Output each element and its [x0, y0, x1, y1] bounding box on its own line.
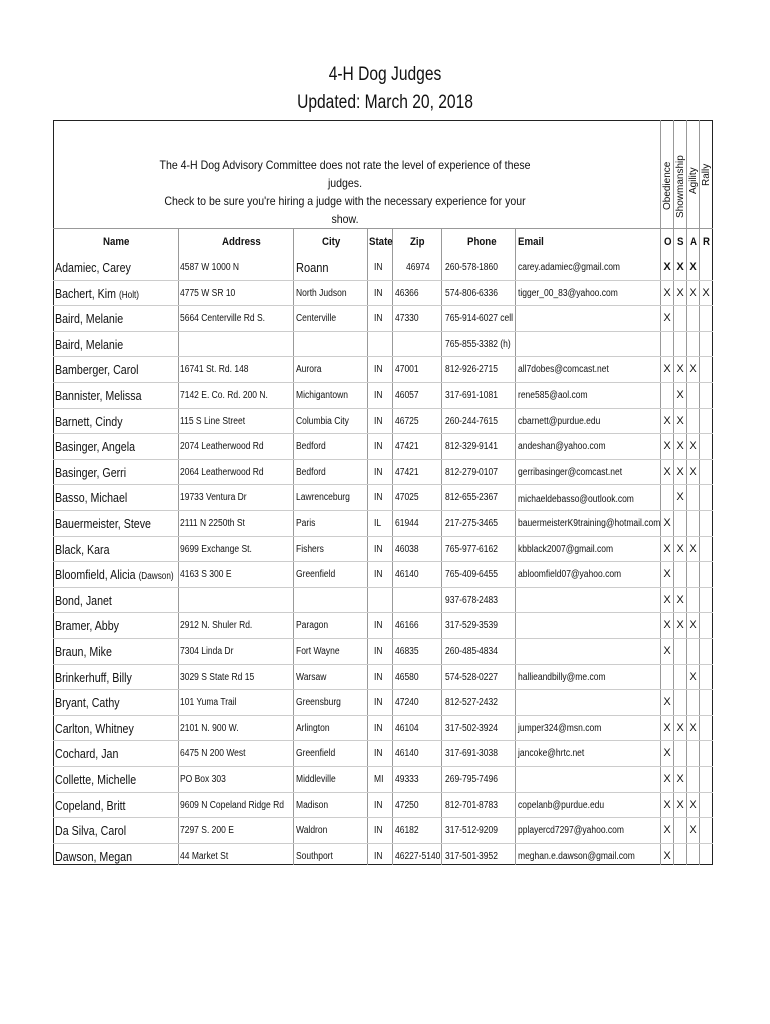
state-cell: IN: [374, 287, 383, 299]
city-cell: Bedford: [296, 466, 326, 478]
row-divider: [53, 459, 713, 460]
city-cell: Michigantown: [296, 390, 348, 401]
obedience-mark: X: [663, 517, 671, 529]
judge-name: [55, 644, 112, 659]
showmanship-mark: X: [676, 286, 684, 299]
table-row: [53, 408, 713, 434]
zip-cell: 47025: [395, 492, 419, 504]
obedience-mark: X: [663, 440, 671, 453]
zip-cell: 49333: [395, 774, 419, 785]
obedience-mark: X: [663, 286, 671, 299]
category-obedience: Obedience: [662, 161, 673, 210]
table-row: [53, 484, 713, 510]
showmanship-mark: X: [676, 440, 684, 453]
note-line-1: The 4-H Dog Advisory Committee does not rate the level of experience of these judges.: [159, 158, 531, 190]
judge-name-text: Bauermeister, Steve: [55, 516, 151, 531]
judge-name: [55, 388, 142, 403]
address-cell: 2111 N 2250th St: [180, 518, 245, 529]
address-cell: 16741 St. Rd. 148: [180, 364, 249, 376]
email-link[interactable]: tigger_00_83@yahoo.com: [518, 287, 618, 299]
table-row: [53, 356, 713, 382]
showmanship-mark: X: [676, 798, 684, 811]
agility-mark: X: [689, 363, 697, 376]
state-cell: IN: [374, 799, 383, 811]
rally-mark: X: [702, 286, 710, 299]
note-line-2: Check to be sure you're hiring a judge with the necessary experience for your show.: [164, 194, 526, 226]
judge-name-text: Braun, Mike: [55, 644, 112, 659]
judge-name: [55, 721, 134, 736]
header-city: City: [322, 236, 341, 248]
state-cell: IN: [374, 748, 383, 760]
address-cell: 6475 N 200 West: [180, 748, 246, 760]
obedience-mark: X: [663, 619, 671, 632]
judge-name-text: Da Silva, Carol: [55, 823, 127, 839]
row-divider: [53, 561, 713, 562]
judge-name: [55, 695, 120, 710]
judge-name-text: Carlton, Whitney: [55, 720, 134, 736]
state-cell: IN: [374, 390, 383, 401]
address-cell: 44 Market St: [180, 850, 229, 862]
row-divider: [53, 638, 713, 639]
zip-cell: 46974: [406, 262, 430, 273]
table-row: [53, 305, 713, 331]
phone-cell: 260-485-4834: [445, 646, 498, 657]
email-link[interactable]: rene585@aol.com: [518, 390, 588, 401]
table-row: [53, 843, 713, 869]
zip-cell: 47330: [395, 313, 419, 325]
judge-name: [55, 618, 119, 633]
showmanship-mark: X: [676, 619, 684, 632]
judge-name: [55, 593, 112, 608]
showmanship-mark: X: [676, 363, 684, 376]
agility-mark: X: [689, 440, 697, 453]
state-cell: IN: [374, 671, 383, 683]
agility-mark: X: [689, 286, 697, 299]
row-divider: [53, 715, 713, 716]
state-cell: IN: [374, 697, 383, 709]
row-divider: [53, 433, 713, 434]
row-divider: [53, 536, 713, 537]
address-cell: 101 Yuma Trail: [180, 697, 237, 709]
email-link[interactable]: andeshan@yahoo.com: [518, 441, 606, 453]
row-divider: [53, 689, 713, 690]
table-row: [53, 587, 713, 613]
phone-cell: 765-409-6455: [445, 569, 498, 581]
judge-name-text: Adamiec, Carey: [55, 260, 131, 275]
city-cell: Warsaw: [296, 671, 327, 683]
city-cell: Greensburg: [296, 697, 341, 709]
address-cell: 7304 Linda Dr: [180, 646, 234, 657]
judge-name-text: Dawson, Megan: [55, 848, 133, 864]
showmanship-mark: X: [676, 721, 684, 734]
city-cell: Arlington: [296, 722, 330, 734]
city-cell: Fort Wayne: [296, 646, 340, 657]
judge-name: [55, 362, 139, 377]
table-row: [53, 612, 713, 638]
judge-name-text: Baird, Melanie: [55, 311, 124, 327]
obedience-mark: X: [663, 824, 671, 837]
row-divider: [53, 510, 713, 511]
header-zip: Zip: [410, 236, 425, 248]
header-s: S: [677, 236, 684, 248]
row-divider: [53, 356, 713, 357]
obedience-mark: X: [663, 312, 671, 325]
city-cell: Greenfield: [296, 569, 336, 581]
row-divider: [53, 280, 713, 281]
judge-name-text: Basso, Michael: [55, 490, 128, 506]
obedience-mark: X: [663, 593, 671, 606]
category-rally: Rally: [701, 163, 712, 186]
agility-mark: X: [689, 542, 697, 555]
judge-name: [55, 542, 110, 557]
row-divider: [53, 484, 713, 485]
phone-cell: 812-329-9141: [445, 441, 498, 453]
email-link[interactable]: gerribasinger@comcast.net: [518, 466, 623, 478]
email-link[interactable]: abloomfield07@yahoo.com: [518, 569, 622, 581]
email-link[interactable]: jancoke@hrtc.net: [518, 748, 585, 760]
city-cell: Southport: [296, 850, 333, 862]
showmanship-mark: X: [676, 491, 684, 504]
judge-name-text: Basinger, Angela: [55, 439, 136, 455]
address-cell: 2074 Leatherwood Rd: [180, 441, 264, 453]
phone-cell: 217-275-3465: [445, 518, 498, 529]
phone-cell: 260-244-7615: [445, 415, 498, 427]
judge-name-text: Basinger, Gerri: [55, 464, 127, 480]
email-link[interactable]: jumper324@msn.com: [518, 722, 602, 734]
judge-name-text: Brinkerhuff, Billy: [55, 669, 132, 685]
agility-mark: X: [689, 798, 697, 811]
phone-cell: 574-806-6336: [445, 287, 498, 299]
state-cell: IN: [374, 441, 383, 453]
city-cell: Waldron: [296, 825, 328, 837]
header-email: Email: [518, 236, 544, 248]
state-cell: IN: [374, 825, 383, 837]
showmanship-mark: X: [676, 389, 684, 401]
showmanship-mark: X: [676, 261, 684, 273]
table-row: [53, 510, 713, 536]
phone-cell: 317-691-3038: [445, 748, 498, 760]
judge-name: [55, 516, 151, 531]
row-divider: [53, 587, 713, 588]
agility-mark: X: [689, 465, 697, 478]
row-divider: [53, 612, 713, 613]
showmanship-mark: X: [676, 542, 684, 555]
judge-name-alt: (Dawson): [138, 571, 174, 583]
table-row: [53, 664, 713, 690]
header-r: R: [703, 236, 710, 248]
judge-name: [55, 490, 127, 505]
zip-cell: 46835: [395, 646, 419, 657]
judge-name: [55, 772, 136, 787]
obedience-mark: X: [663, 747, 671, 760]
phone-cell: 317-501-3952: [445, 850, 498, 862]
judge-name-text: Copeland, Britt: [55, 797, 126, 813]
obedience-mark: X: [663, 465, 671, 478]
table-row: [53, 638, 713, 664]
obedience-mark: X: [663, 773, 671, 785]
city-cell: Aurora: [296, 364, 322, 376]
zip-cell: 46725: [395, 415, 419, 427]
table-row: [53, 792, 713, 818]
obedience-mark: X: [663, 696, 671, 709]
phone-cell: 574-528-0227: [445, 671, 498, 683]
zip-cell: 46182: [395, 825, 419, 837]
zip-cell: 47421: [395, 466, 419, 478]
obedience-mark: X: [663, 798, 671, 811]
email-link[interactable]: carey.adamiec@gmail.com: [518, 262, 621, 273]
table-row: [53, 433, 713, 459]
obedience-mark: X: [663, 414, 671, 427]
row-divider: [53, 740, 713, 741]
email-link[interactable]: hallieandbilly@me.com: [518, 671, 606, 683]
zip-cell: 46140: [395, 748, 419, 760]
judge-name: [55, 260, 131, 275]
header-phone: Phone: [467, 236, 497, 248]
address-cell: 4775 W SR 10: [180, 287, 236, 299]
email-link[interactable]: bauermeisterK9training@hotmail.com: [518, 518, 661, 529]
phone-cell: 260-578-1860: [445, 262, 498, 273]
address-cell: 9699 Exchange St.: [180, 543, 252, 555]
city-cell: Paragon: [296, 620, 329, 632]
header-a: A: [690, 236, 697, 248]
phone-cell: 765-855-3382 (h): [445, 338, 511, 350]
advisory-note: [156, 156, 534, 228]
judge-name: [55, 746, 118, 761]
state-cell: IN: [374, 466, 383, 478]
phone-cell: 317-512-9209: [445, 825, 498, 837]
phone-cell: 937-678-2483: [445, 594, 498, 606]
address-cell: 115 S Line Street: [180, 415, 246, 427]
row-divider: [53, 843, 713, 844]
row-divider: [53, 408, 713, 409]
phone-cell: 812-527-2432: [445, 697, 498, 709]
state-cell: IN: [374, 722, 383, 734]
judge-name: [55, 798, 126, 813]
state-cell: IN: [374, 569, 383, 581]
state-cell: IN: [374, 620, 383, 632]
phone-cell: 317-529-3539: [445, 620, 498, 632]
row-divider: [53, 664, 713, 665]
obedience-mark: X: [663, 645, 671, 657]
email-link[interactable]: michaeldebasso@outlook.com: [518, 494, 634, 506]
showmanship-mark: X: [676, 593, 684, 606]
address-cell: 4163 S 300 E: [180, 569, 232, 581]
zip-cell: 46140: [395, 569, 419, 581]
phone-cell: 765-977-6162: [445, 543, 498, 555]
obedience-mark: X: [663, 542, 671, 555]
table-row: [53, 459, 713, 485]
row-divider: [53, 766, 713, 767]
showmanship-mark: X: [676, 414, 684, 427]
agility-mark: X: [689, 824, 697, 837]
phone-cell: 269-795-7496: [445, 774, 498, 785]
agility-mark: X: [689, 261, 697, 273]
showmanship-mark: X: [676, 773, 684, 785]
phone-cell: 812-655-2367: [445, 492, 498, 504]
city-cell: Middleville: [296, 774, 336, 785]
judge-name-text: Collette, Michelle: [55, 772, 137, 787]
zip-cell: 46166: [395, 620, 419, 632]
zip-cell: 46104: [395, 722, 419, 734]
judge-name-text: Baird, Melanie: [55, 336, 124, 352]
state-cell: IN: [374, 492, 383, 504]
zip-cell: 46227-5140: [395, 850, 441, 862]
obedience-mark: X: [663, 363, 671, 376]
email-link[interactable]: kbblack2007@gmail.com: [518, 543, 614, 555]
updated-date: Updated: March 20, 2018: [297, 92, 473, 113]
city-cell: Paris: [296, 518, 316, 529]
showmanship-mark: X: [676, 465, 684, 478]
judge-name-text: Bramer, Abby: [55, 618, 119, 634]
judge-name-text: Bryant, Cathy: [55, 695, 120, 711]
judge-name-text: Bamberger, Carol: [55, 362, 139, 378]
agility-mark: X: [689, 619, 697, 632]
phone-cell: 317-691-1081: [445, 390, 498, 401]
address-cell: PO Box 303: [180, 774, 226, 785]
row-divider: [53, 817, 713, 818]
city-cell: Lawrenceburg: [296, 492, 350, 504]
city-cell: Bedford: [296, 441, 326, 453]
city-cell: Centerville: [296, 313, 337, 325]
judge-name: [55, 414, 123, 429]
table-row: [53, 740, 713, 766]
city-cell: Columbia City: [296, 415, 349, 427]
obedience-mark: X: [663, 721, 671, 734]
state-cell: IN: [374, 646, 383, 657]
address-cell: 5664 Centerville Rd S.: [180, 313, 266, 325]
email-link[interactable]: pplayercd7297@yahoo.com: [518, 825, 624, 837]
phone-cell: 812-701-8783: [445, 799, 498, 811]
state-cell: MI: [374, 774, 384, 785]
address-cell: 7297 S. 200 E: [180, 825, 234, 837]
judge-name: [55, 823, 126, 838]
state-cell: IN: [374, 313, 383, 325]
row-divider: [53, 382, 713, 383]
email-link[interactable]: cbarnett@purdue.edu: [518, 415, 601, 427]
header-state: State: [369, 236, 393, 248]
page-title: 4-H Dog Judges: [328, 64, 442, 85]
category-showmanship: Showmanship: [675, 155, 686, 218]
zip-cell: 46057: [395, 390, 419, 401]
city-cell: Fishers: [296, 543, 324, 555]
zip-cell: 46366: [395, 287, 419, 299]
address-cell: 9609 N Copeland Ridge Rd: [180, 799, 284, 811]
judge-name-text: Bond, Janet: [55, 592, 112, 608]
phone-cell: 812-279-0107: [445, 466, 498, 478]
zip-cell: 46038: [395, 543, 419, 555]
address-cell: 2064 Leatherwood Rd: [180, 466, 264, 478]
zip-cell: 47421: [395, 441, 419, 453]
header-address: Address: [222, 236, 261, 248]
header-o: O: [664, 236, 672, 248]
obedience-mark: X: [663, 568, 671, 581]
judge-name: [55, 567, 174, 582]
judge-name-text: Bannister, Melissa: [55, 388, 142, 403]
judge-name-text: Black, Kara: [55, 541, 110, 557]
row-divider: [53, 305, 713, 306]
city-cell: Greenfield: [296, 748, 336, 760]
state-cell: IN: [374, 850, 383, 862]
header-name: Name: [103, 236, 130, 248]
table-row: [53, 536, 713, 562]
zip-cell: 47250: [395, 799, 419, 811]
judge-name-alt: (Holt): [118, 289, 140, 301]
judge-name-text: Cochard, Jan: [55, 746, 119, 762]
judge-name: [55, 439, 135, 454]
table-row: [53, 561, 713, 587]
agility-mark: X: [689, 670, 697, 683]
city-cell: North Judson: [296, 287, 347, 299]
city-cell: Roann: [296, 260, 329, 275]
judge-name: [55, 337, 123, 352]
state-cell: IN: [374, 364, 383, 376]
obedience-mark: X: [663, 261, 671, 273]
judge-name: [55, 465, 126, 480]
table-row: [53, 331, 713, 357]
table-row: [53, 766, 713, 792]
judge-name-text: Bloomfield, Alicia: [55, 567, 136, 583]
state-cell: IL: [374, 518, 382, 529]
judge-name: [55, 670, 132, 685]
table-row: [53, 382, 713, 408]
table-row: [53, 689, 713, 715]
judge-name: [55, 311, 123, 326]
address-cell: 3029 S State Rd 15: [180, 671, 255, 683]
judge-name: [55, 849, 132, 864]
phone-cell: 317-502-3924: [445, 722, 498, 734]
zip-cell: 61944: [395, 518, 419, 529]
obedience-mark: X: [663, 849, 671, 862]
table-row: [53, 817, 713, 843]
zip-cell: 47240: [395, 697, 419, 709]
row-divider: [53, 331, 713, 332]
zip-cell: 47001: [395, 364, 419, 376]
address-cell: 2101 N. 900 W.: [180, 722, 239, 734]
address-cell: 4587 W 1000 N: [180, 262, 240, 273]
table-row: [53, 715, 713, 741]
city-cell: Madison: [296, 799, 329, 811]
phone-cell: 765-914-6027 cell: [445, 313, 514, 325]
state-cell: IN: [374, 262, 383, 273]
email-link[interactable]: meghan.e.dawson@gmail.com: [518, 850, 635, 862]
email-link[interactable]: all7dobes@comcast.net: [518, 364, 609, 376]
address-cell: 2912 N. Shuler Rd.: [180, 620, 253, 632]
judge-name-text: Barnett, Cindy: [55, 413, 123, 429]
agility-mark: X: [689, 721, 697, 734]
address-cell: 19733 Ventura Dr: [180, 492, 247, 504]
judge-name: [55, 286, 139, 301]
table-row: [53, 280, 713, 306]
table-row: [53, 254, 713, 280]
address-cell: 7142 E. Co. Rd. 200 N.: [180, 390, 268, 401]
state-cell: IN: [374, 543, 383, 555]
row-divider: [53, 792, 713, 793]
category-agility: Agility: [688, 167, 699, 194]
header-divider: [53, 228, 713, 229]
email-link[interactable]: copelanb@purdue.edu: [518, 799, 605, 811]
judge-name-text: Bachert, Kim: [55, 285, 117, 301]
state-cell: IN: [374, 415, 383, 427]
phone-cell: 812-926-2715: [445, 364, 498, 376]
zip-cell: 46580: [395, 671, 419, 683]
